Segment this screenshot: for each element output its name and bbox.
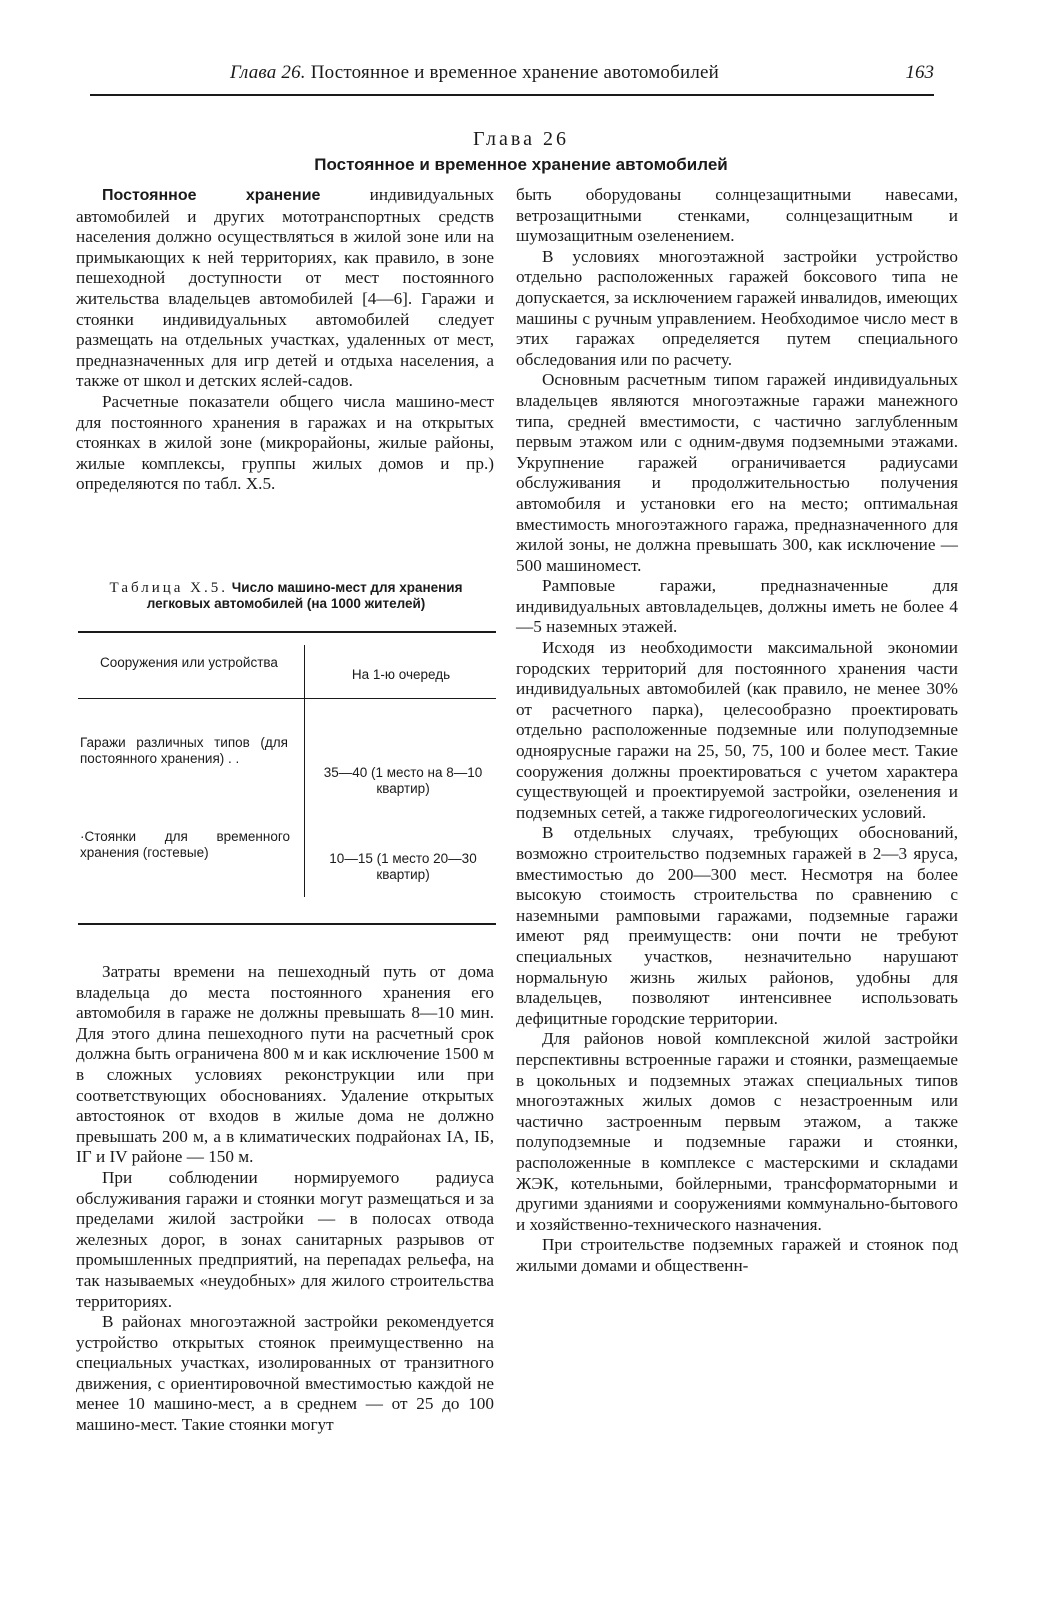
left-paragraph-1 — [76, 185, 494, 392]
left-paragraph-4: При соблюдении нормируемого радиуса обслуживания гаражи и стоянки могут размещаться и за пределами жилой застройки — в полосах отвода железных дорог, в зонах санитарных разрывов от промышленных предприятий, на перепадах рельефа, на так называемых «неудобных» для жилого строительства территориях. — [76, 1167, 494, 1311]
table-header-first-stage: На 1-ю очередь — [351, 667, 451, 682]
right-paragraph-5: Исходя из необходимости максимальной экономии городских территорий для постоянного хранения части индивидуальных автомобилей (как правило, не менее 30% от расчетного парка), целесообразно проектировать отдельно расположенные подземные или полуподземные одноярусные гаражи на 25, 50, 75, 100 и более мест. Такие сооружения должны проектироваться с учетом характера существующей и проектируемой застройки, озеленения и подземных сетей, а также гидрогеологических условий. — [516, 638, 958, 822]
running-head-title — [230, 62, 719, 84]
table-cell: Гаражи различных типов (для постоянного хранения) . . — [80, 735, 288, 766]
page-number: 163 — [905, 62, 934, 83]
right-paragraph-7: Для районов новой комплексной жилой застройки перспективны встроенные гаражи и стоянки, размещаемые в цокольных и подземных этажах специальных типов многоэтажных жилых домов с незастроенным или частично застроенным первым этажом, а также полуподземные и подземные гаражи и стоянки, расположенные в комплексе с мастерскими и складами ЖЭК, котельными, бойлерными, трансформаторными и другими зданиями и сооружениями коммунально-бытового и хозяйственно-технического назначения. — [516, 1029, 958, 1234]
lead-term: Постоянное хранение — [102, 187, 321, 204]
left-paragraph-3: Затраты времени на пешеходный путь от дома владельца до места постоянного хранения его автомобиля в гараже не должны превышать 8—10 мин. Для этого длина пешеходного пути на расчетный срок должна быть ограничена 800 м и как исключение 1500 м в сложных условиях реконструкции или при соответствующих обоснованиях. Удаление открытых автостоянок от входов в жилые дома не должно превышать 200 м, а в климатических подрайонах IA, IБ, IГ и IV районе — 150 м. — [76, 962, 494, 1167]
table-caption-text: Число машино-мест для хранения легковых автомобилей (на 1000 жителей) — [146, 580, 463, 611]
right-column — [516, 185, 958, 1276]
chapter-title: Постоянное и временное хранение автомобилей — [314, 155, 728, 174]
left-column-top — [76, 185, 494, 495]
left-column-bottom — [76, 962, 494, 1436]
right-paragraph-6: В отдельных случаях, требующих обоснований, возможно строительство подземных гаражей в 2—3 яруса, вместимостью до 200—300 мест. Несмотря на более высокую стоимость строительства по сравнению с наземными рамповыми гаражами, подземные гаражи имеют ряд преимуществ: они почти не требуют специальных участков, незначительно нарушают нормальную жизнь жилых районов, удобны для владельцев, позволяют интенсивнее использовать дефицитные городские территории. — [516, 823, 958, 1028]
data-table — [78, 631, 496, 925]
right-paragraph-1: быть оборудованы солнцезащитными навесами, ветрозащитными стенками, солнцезащитным и шумозащитным озеленением. — [516, 185, 958, 246]
left-paragraph-2: Расчетные показатели общего числа машино-мест для постоянного хранения в гаражах и на открытых стоянках в жилой зоне (микрорайоны, жилые районы, жилые комплексы, группы жилых домов и пр.) определяются по табл. Х.5. — [76, 391, 494, 494]
table-cell: 10—15 (1 место 20—30 квартир) — [329, 851, 477, 882]
right-paragraph-8: При строительстве подземных гаражей и стоянок под жилыми домами и общественн- — [516, 1235, 958, 1275]
running-head — [90, 58, 934, 96]
table-cell: ·Стоянки для временного хранения (гостевые) — [80, 829, 290, 860]
table-caption — [76, 580, 496, 611]
chapter-label: Глава 26 — [473, 128, 569, 150]
table-caption-label: Таблица Х.5. — [109, 580, 229, 596]
right-paragraph-4: Рамповые гаражи, предназначенные для индивидуальных автовладельцев, должны иметь не более 4—5 наземных этажей. — [516, 576, 958, 637]
left-paragraph-1-text: индивидуальных автомобилей и других мототранспортных средств населения должно осуществляться в жилой зоне или на примыкающих к ней территориях, как правило, в зоне пешеходной доступности от мест постоянного жительства владельцев автомобилей [4—6]. Гаражи и стоянки индивидуальных автомобилей следует размещать на отдельных участках, удаленных от мест, предназначенных для игр детей и отдыха населения, а также от школ и детских яслей-садов. — [76, 185, 494, 391]
table-column-divider — [304, 645, 305, 897]
table-header-structures: Сооружения или устройства — [100, 655, 278, 670]
right-paragraph-3: Основным расчетным типом гаражей индивидуальных владельцев являются многоэтажные гаражи манежного типа, средней вместимости, с частично заглубленным первым этажом или с одним-двумя подземными этажами. Укрупнение гаражей ограничивается радиусами обслуживания и продолжительностью получения автомобиля и установки его на место; оптимальная вместимость многоэтажного гаража, предназначенного для жилой зоны, не должна превышать 300, как исключение — 500 машиномест. — [516, 370, 958, 575]
running-head-chapter-ref: Глава 26. — [230, 62, 306, 83]
running-head-text: Постоянное и временное хранение авотомобилей — [310, 62, 720, 83]
table-cell: 35—40 (1 место на 8—10 квартир) — [323, 765, 483, 796]
right-paragraph-2: В условиях многоэтажной застройки устройство отдельно расположенных гаражей боксового типа не допускается, за исключением гаражей инвалидов, имеющих машины с ручным управлением. Необходимое число мест в этих гаражах определяется путем специального обследования или по расчету. — [516, 246, 958, 369]
table-header-divider — [78, 698, 496, 699]
left-paragraph-5: В районах многоэтажной застройки рекомендуется устройство открытых стоянок преимущественно на специальных участках, изолированных от транзитного движения, с ориентировочной вместимостью каждой не менее 10 машино-мест, а в среднем — от 25 до 100 машино-мест. Такие стоянки могут — [76, 1312, 494, 1435]
